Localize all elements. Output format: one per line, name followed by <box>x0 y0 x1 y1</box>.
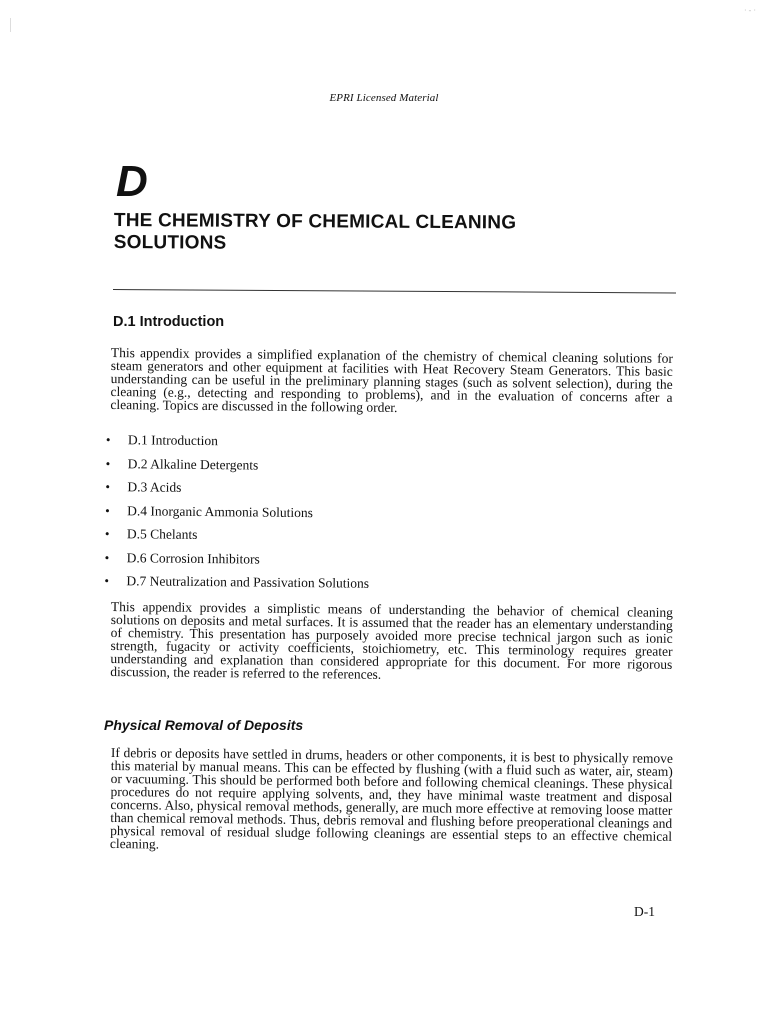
topic-list <box>104 432 370 599</box>
scan-edge-mark <box>10 18 11 32</box>
intro-paragraph: This appendix provides a simplified explanation of the chemistry of chemical cleaning solutions for steam generators and other equipment at facilities with Heat Recovery Steam Generators. This basic understanding can be useful in the preliminary planning stages (such as solvent selection), during the cleaning (e.g., detecting and responding to problems), and in the evaluation of concerns after a cleaning. Topics are discussed in the following order. <box>110 345 673 416</box>
list-item-label: D.2 Alkaline Detergents <box>127 455 259 473</box>
chapter-title: THE CHEMISTRY OF CHEMICAL CLEANING SOLUTIONS <box>113 210 517 254</box>
list-item <box>105 549 370 575</box>
appendix-letter: D <box>116 157 148 206</box>
bullet-icon: • <box>105 432 111 448</box>
list-item <box>105 502 370 528</box>
bullet-icon: • <box>105 478 111 495</box>
list-item <box>105 479 370 505</box>
bullet-icon: • <box>104 572 110 589</box>
list-item <box>106 432 371 458</box>
title-divider <box>113 289 676 293</box>
list-item-label: D.1 Introduction <box>127 432 218 449</box>
list-item-label: D.5 Chelants <box>126 526 198 542</box>
list-item <box>104 573 369 599</box>
list-item <box>105 526 370 552</box>
list-item-label: D.3 Acids <box>127 479 182 495</box>
list-item-label: D.6 Corrosion Inhibitors <box>126 549 260 567</box>
physical-removal-paragraph: If debris or deposits have settled in drums, headers or other components, it is best to physically remove this material by manual means. This can be effected by flushing (with a fluid such as water, air, steam) or vacuuming. This should be performed both before and following chemical cleanings. These physical procedures do not require applying solvents, and, they have minimal waste treatment and disposal concerns. Also, physical removal methods, generally, are much more effective at removing loose matter than chemical removal methods. Thus, debris removal and flushing before preoperational cleanings and physical removal of residual sludge following cleanings are essential steps to an effective chemical cleaning. <box>109 745 673 852</box>
section-heading: D.1 Introduction <box>113 314 225 330</box>
bullet-icon: • <box>104 549 110 565</box>
bullet-icon: • <box>105 502 110 518</box>
page-number: D-1 <box>634 904 655 919</box>
bullet-icon: • <box>104 525 110 542</box>
list-item-label: D.7 Neutralization and Passivation Solutions <box>126 573 370 591</box>
subsection-heading: Physical Removal of Deposits <box>104 717 304 733</box>
scan-specks: · - · <box>744 6 756 15</box>
list-item-label: D.4 Inorganic Ammonia Solutions <box>127 502 314 520</box>
list-item <box>106 455 371 481</box>
scope-paragraph: This appendix provides a simplistic means of understanding the behavior of chemical cleaning solutions on deposits and metal surfaces. It is assumed that the reader has an elementary understanding of chemistry. This presentation has purposely avoided more precise technical jargon such as ionic strength, fugacity or activity coefficients, stoichiometry, etc. This terminology requires greater understanding and explanation than considered appropriate for this document. For more rigorous discussion, the reader is referred to the references. <box>110 599 673 682</box>
running-head: EPRI Licensed Material <box>329 92 439 104</box>
bullet-icon: • <box>105 455 111 471</box>
